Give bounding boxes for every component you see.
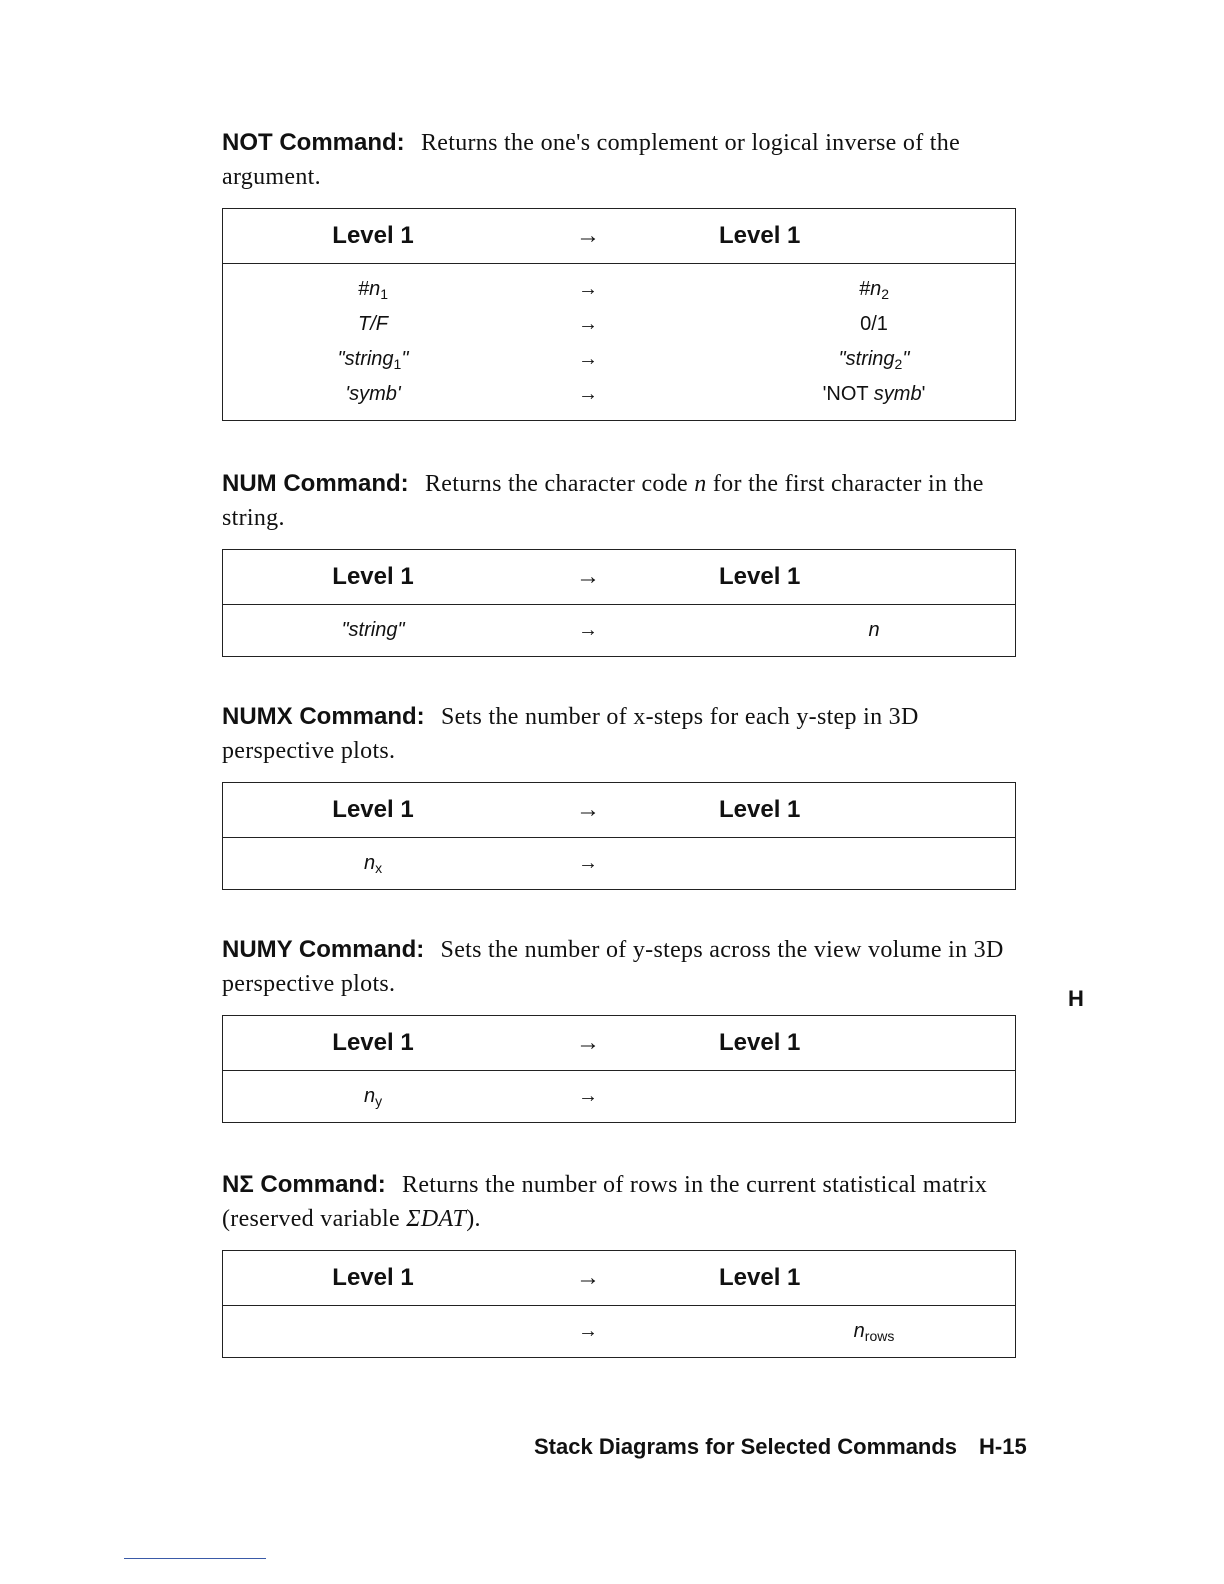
input-level-header: Level 1 <box>223 550 524 605</box>
page-footer <box>534 1434 1027 1460</box>
numy-command-section <box>222 933 1022 1123</box>
table-row <box>223 264 1016 308</box>
not-command-section <box>222 126 1022 421</box>
arrow-cell: → <box>578 278 598 300</box>
arrow-cell: → <box>578 348 598 370</box>
table-row <box>223 342 1016 377</box>
input-level-header: Level 1 <box>223 1251 524 1306</box>
input-cell: "string$_1$" <box>337 347 409 372</box>
nsigma-command-section <box>222 1168 1022 1358</box>
command-name: NUMX Command: <box>222 703 425 730</box>
output-cell <box>653 1071 1016 1123</box>
command-description: Sets the number of y-steps across the view volume in 3D perspective plots. <box>222 937 1004 997</box>
arrow-header: → <box>523 209 653 264</box>
num-command-section <box>222 467 1022 657</box>
command-description: Returns the character code n for the first character in the string. <box>222 471 984 531</box>
output-cell: "string$_2$" <box>838 347 910 372</box>
command-name: NΣ Command: <box>222 1171 386 1198</box>
nsigma-command-intro <box>222 1168 1022 1236</box>
input-cell: T/F <box>358 313 388 335</box>
arrow-cell: → <box>578 383 598 405</box>
output-cell <box>653 838 1016 890</box>
input-cell: "string" <box>341 619 405 641</box>
stack-diagram-table <box>222 208 1016 421</box>
table-header-row <box>223 1016 1016 1071</box>
command-name: NUM Command: <box>222 470 409 497</box>
arrow-header: → <box>523 783 653 838</box>
output-level-header: Level 1 <box>653 1251 1016 1306</box>
arrow-cell: → <box>578 619 598 641</box>
chapter-tab-marker: H <box>1068 986 1084 1011</box>
table-row <box>223 605 1016 657</box>
numx-command-section <box>222 700 1022 890</box>
arrow-cell: → <box>578 1320 598 1342</box>
command-description: Sets the number of x-steps for each y-step in 3D perspective plots. <box>222 704 919 764</box>
output-cell: n <box>868 619 880 641</box>
input-cell: $n_y$ <box>363 1084 383 1109</box>
output-cell: $n_{rows}$ <box>853 1319 895 1344</box>
stack-diagram-table <box>222 782 1016 890</box>
arrow-header: → <box>523 1251 653 1306</box>
stack-diagram-table <box>222 549 1016 657</box>
command-name: NOT Command: <box>222 129 405 156</box>
bottom-rule-divider <box>124 1558 266 1559</box>
input-cell: $\#n_1$ <box>357 277 389 302</box>
input-level-header: Level 1 <box>223 783 524 838</box>
arrow-cell: → <box>578 313 598 335</box>
output-cell: 'NOT symb' <box>822 383 926 405</box>
output-cell: $\#n_2$ <box>858 277 890 302</box>
input-level-header: Level 1 <box>223 209 524 264</box>
arrow-cell: → <box>578 1085 598 1107</box>
output-level-header: Level 1 <box>653 209 1016 264</box>
table-row <box>223 1306 1016 1358</box>
input-cell <box>223 1306 524 1358</box>
table-row <box>223 838 1016 890</box>
num-command-intro <box>222 467 1022 535</box>
footer-title: Stack Diagrams for Selected Commands <box>534 1434 958 1459</box>
input-level-header: Level 1 <box>223 1016 524 1071</box>
input-cell: $n_x$ <box>363 851 383 876</box>
numy-command-intro <box>222 933 1022 1001</box>
stack-diagram-table <box>222 1015 1016 1123</box>
table-row <box>223 377 1016 421</box>
output-level-header: Level 1 <box>653 550 1016 605</box>
table-header-row <box>223 550 1016 605</box>
output-level-header: Level 1 <box>653 783 1016 838</box>
stack-diagram-table <box>222 1250 1016 1358</box>
table-header-row <box>223 209 1016 264</box>
arrow-header: → <box>523 1016 653 1071</box>
input-cell: 'symb' <box>345 383 401 405</box>
table-row <box>223 307 1016 342</box>
table-header-row <box>223 1251 1016 1306</box>
arrow-cell: → <box>578 852 598 874</box>
output-level-header: Level 1 <box>653 1016 1016 1071</box>
command-description: Returns the one's complement or logical inverse of the argument. <box>222 130 961 190</box>
page-number: H-15 <box>979 1434 1027 1459</box>
numx-command-intro <box>222 700 1022 768</box>
table-header-row <box>223 783 1016 838</box>
arrow-header: → <box>523 550 653 605</box>
command-description: Returns the number of rows in the current statistical matrix (reserved variable ΣDAT). <box>222 1172 988 1232</box>
output-cell: 0/1 <box>860 313 888 335</box>
not-command-intro <box>222 126 1022 194</box>
command-name: NUMY Command: <box>222 936 425 963</box>
table-row <box>223 1071 1016 1123</box>
